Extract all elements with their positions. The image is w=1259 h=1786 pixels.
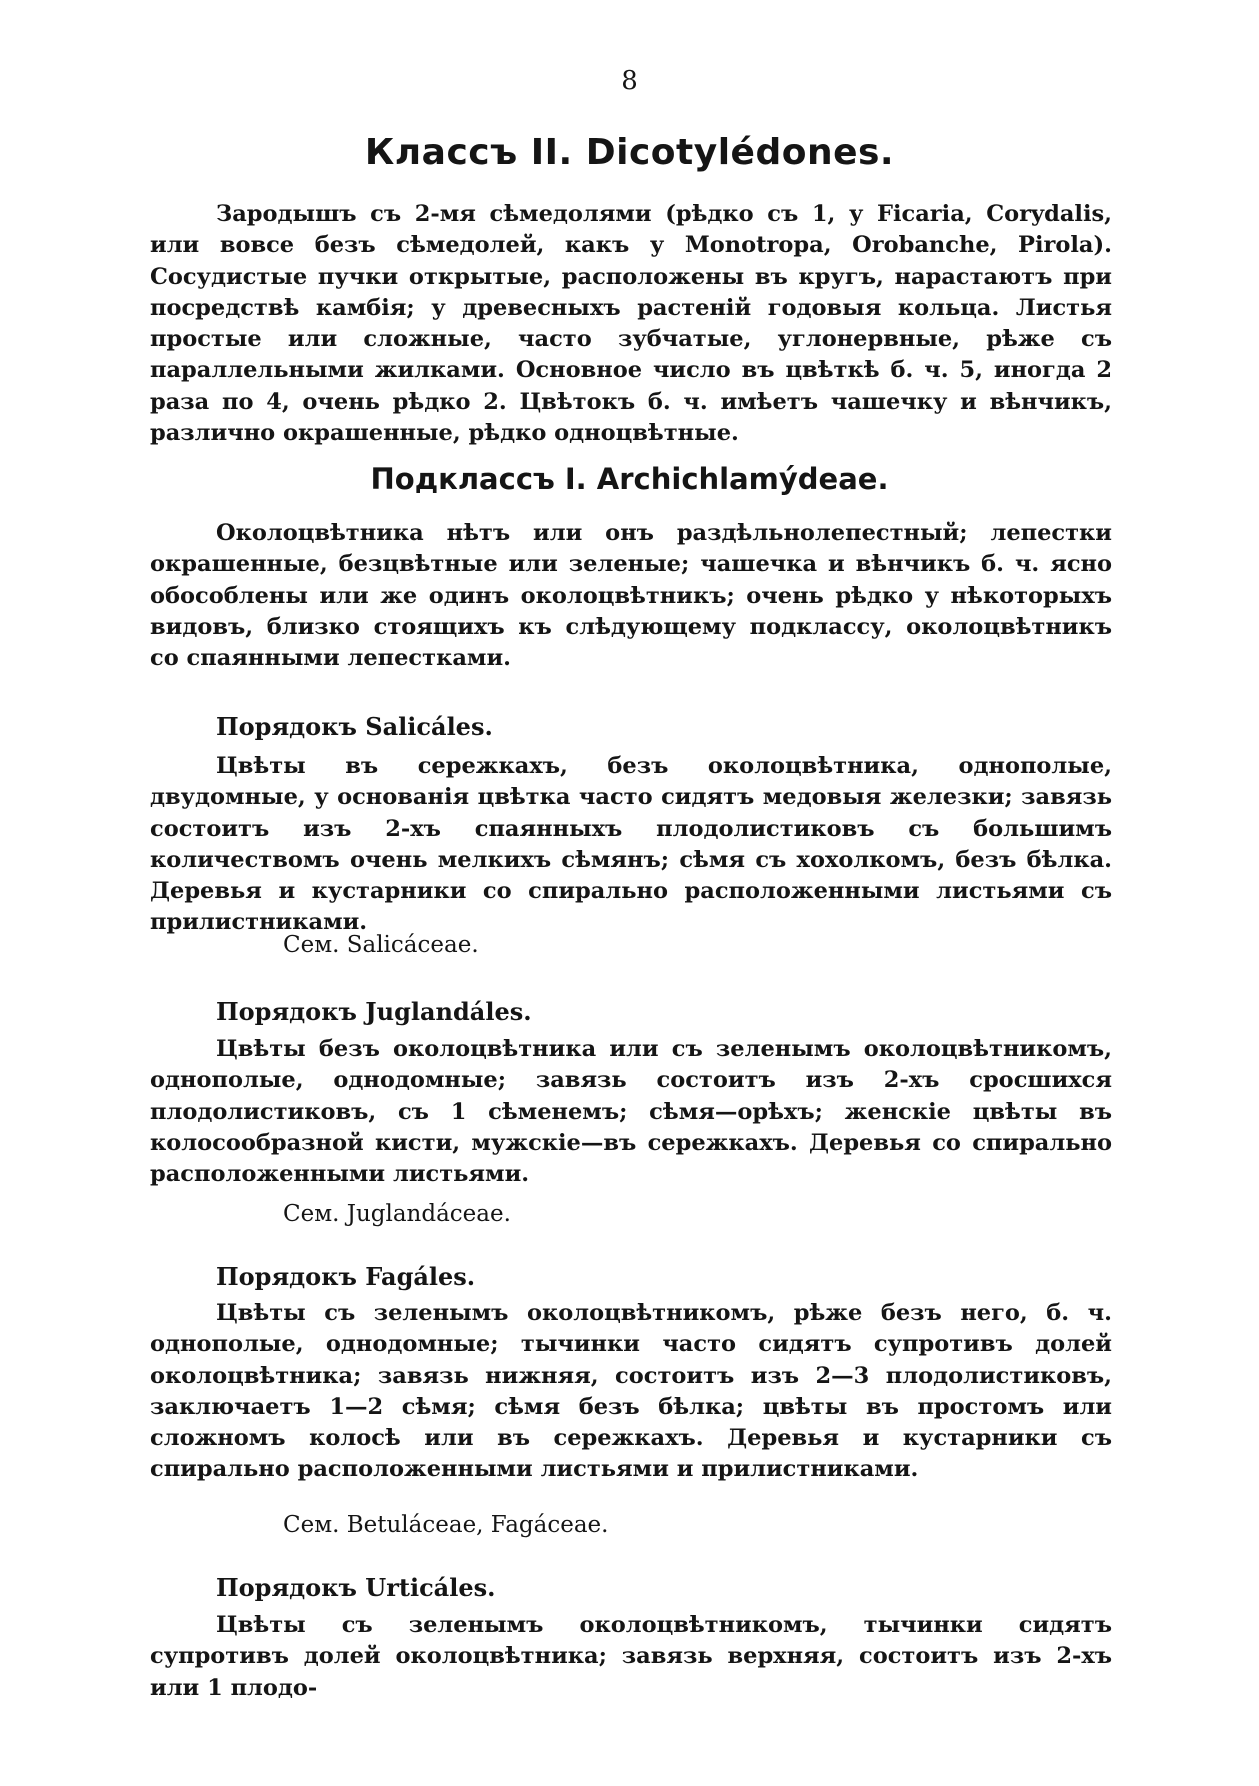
subclass-description: Околоцвѣтника нѣтъ или онъ раздѣльнолепестный; лепестки окрашенные, безцвѣтные или зеленые; чашечка и вѣнчикъ б. ч. ясно обособлены или же одинъ околоцвѣтникъ; очень рѣдко у нѣкоторыхъ видовъ, близко стоящихъ къ слѣдующему подклассу, околоцвѣтникъ со спаянными лепестками.	[150, 520, 1112, 672]
order-title-salicales: Порядокъ Salicáles.	[216, 712, 493, 741]
order-description-fagales: Цвѣты съ зеленымъ околоцвѣтникомъ, рѣже безъ него, б. ч. однополые, однодомные; тычинки часто сидятъ супротивъ долей околоцвѣтника; завязь нижняя, состоитъ изъ 2—3 плодолистиковъ, заключаетъ 1—2 сѣмя; сѣмя безъ бѣлка; цвѣты въ простомъ или сложномъ колосѣ или въ сережкахъ. Деревья и кустарники съ спирально расположенными листьями и прилистниками.	[150, 1300, 1112, 1483]
order-title-urticales: Порядокъ Urticáles.	[216, 1573, 496, 1602]
order-title-juglandales: Порядокъ Juglandáles.	[216, 997, 532, 1026]
family-list-fagales: Сем. Betuláceae, Fagáceae.	[283, 1512, 609, 1538]
family-list-juglandales: Сем. Juglandáceae.	[283, 1201, 511, 1227]
subclass-title: Подклассъ I. Archichlamýdeae.	[370, 462, 889, 496]
order-description-salicales: Цвѣты въ сережкахъ, безъ околоцвѣтника, однополые, двудомные, у основанія цвѣтка часто сидятъ медовыя железки; завязь состоитъ изъ 2-хъ спаянныхъ плодолистиковъ съ большимъ количествомъ очень мелкихъ сѣмянъ; сѣмя съ хохолкомъ, безъ бѣлка. Деревья и кустарники со спирально расположенными листьями съ прилистниками.	[150, 753, 1112, 936]
order-description-juglandales: Цвѣты безъ околоцвѣтника или съ зеленымъ околоцвѣтникомъ, однополые, однодомные; завязь состоитъ изъ 2-хъ сросшихся плодолистиковъ, съ 1 сѣменемъ; сѣмя—орѣхъ; женскіе цвѣты въ колосообразной кисти, мужскіе—въ сережкахъ. Деревья со спирально расположенными листьями.	[150, 1036, 1112, 1188]
class-title: Классъ II. Dicotylédones.	[364, 132, 895, 173]
order-title-fagales: Порядокъ Fagáles.	[216, 1262, 476, 1291]
family-list-salicales: Сем. Salicáceae.	[283, 932, 479, 958]
order-description-urticales: Цвѣты съ зеленымъ околоцвѣтникомъ, тычинки сидятъ супротивъ долей околоцвѣтника; завязь верхняя, состоитъ изъ 2-хъ или 1 плодо-	[150, 1612, 1112, 1701]
page-number: 8	[621, 66, 638, 96]
class-description: Зародышъ съ 2-мя сѣмедолями (рѣдко съ 1, у Ficaria, Corydalis, или вовсе безъ сѣмедолей, какъ у Monotropa, Orobanche, Pirola). Сосудистые пучки открытые, расположены въ кругъ, нарастаютъ при посредствѣ камбія; у древесныхъ растеній годовыя кольца. Листья простые или сложные, часто зубчатые, углонервные, рѣже съ параллельными жилками. Основное число въ цвѣткѣ б. ч. 5, иногда 2 раза по 4, очень рѣдко 2. Цвѣтокъ б. ч. имѣетъ чашечку и вѣнчикъ, различно окрашенные, рѣдко одноцвѣтные.	[150, 201, 1112, 447]
